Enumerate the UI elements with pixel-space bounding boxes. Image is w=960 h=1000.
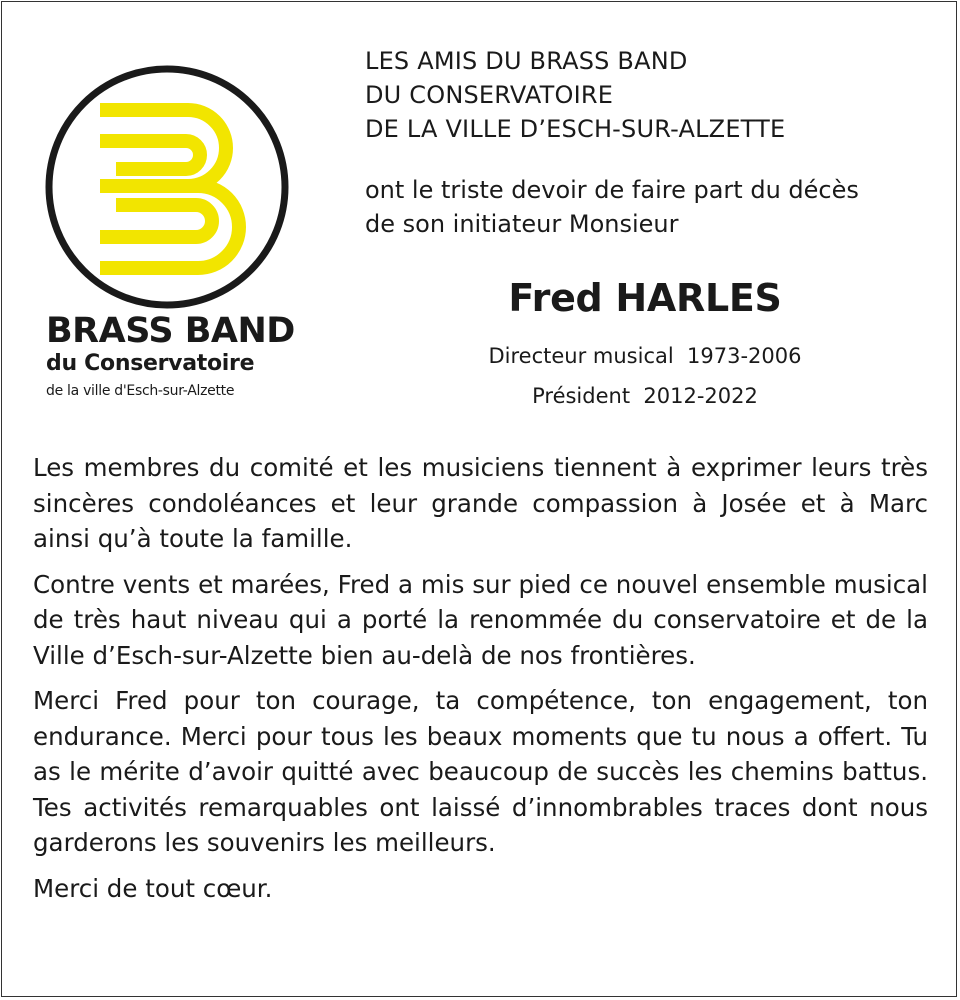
body-paragraph: Contre vents et marées, Fred a mis sur pied ce nouvel ensemble musical de très haut niveau qui a porté la renommée du conservatoire et de la Ville d’Esch-sur-Alzette bien au-delà de nos frontières. [33,569,928,670]
deceased-name: Fred HARLES [508,276,782,320]
announcement [365,173,859,241]
notice-body [33,450,928,916]
brass-band-logo [38,55,298,415]
logo-location: de la ville d'Esch-sur-Alzette [46,383,235,399]
deceased-role-president: Président 2012-2022 [532,384,758,408]
deceased-role-director: Directeur musical 1973-2006 [488,344,802,368]
body-paragraph: Les membres du comité et les musiciens tiennent à exprimer leurs très sincères condoléances et leur grande compassion à Josée et à Marc ainsi qu’à toute la famille. [33,453,928,553]
announcement-line: de son initiateur Monsieur [365,210,679,238]
org-line: DU CONSERVATOIRE [365,81,614,109]
org-line: LES AMIS DU BRASS BAND [365,47,688,75]
brass-band-b-circle-icon [38,55,298,315]
logo-subtitle: du Conservatoire [46,351,255,376]
body-paragraph: Merci de tout cœur. [33,873,273,903]
body-paragraph: Merci Fred pour ton courage, ta compétence, ton engagement, ton endurance. Merci pour tous les beaux moments que tu nous a offert. Tu as le mérite d’avoir quitté avec beaucoup de succès les chemins battus. Tes activités remarquables ont laissé d’innombrables traces dont nous garderons les souvenirs les meilleurs. [33,686,928,857]
announcement-line: ont le triste devoir de faire part du décès [365,176,859,204]
organization-name [365,44,785,146]
org-line: DE LA VILLE D’ESCH-SUR-ALZETTE [365,115,786,143]
logo-title: BRASS BAND [46,311,295,351]
